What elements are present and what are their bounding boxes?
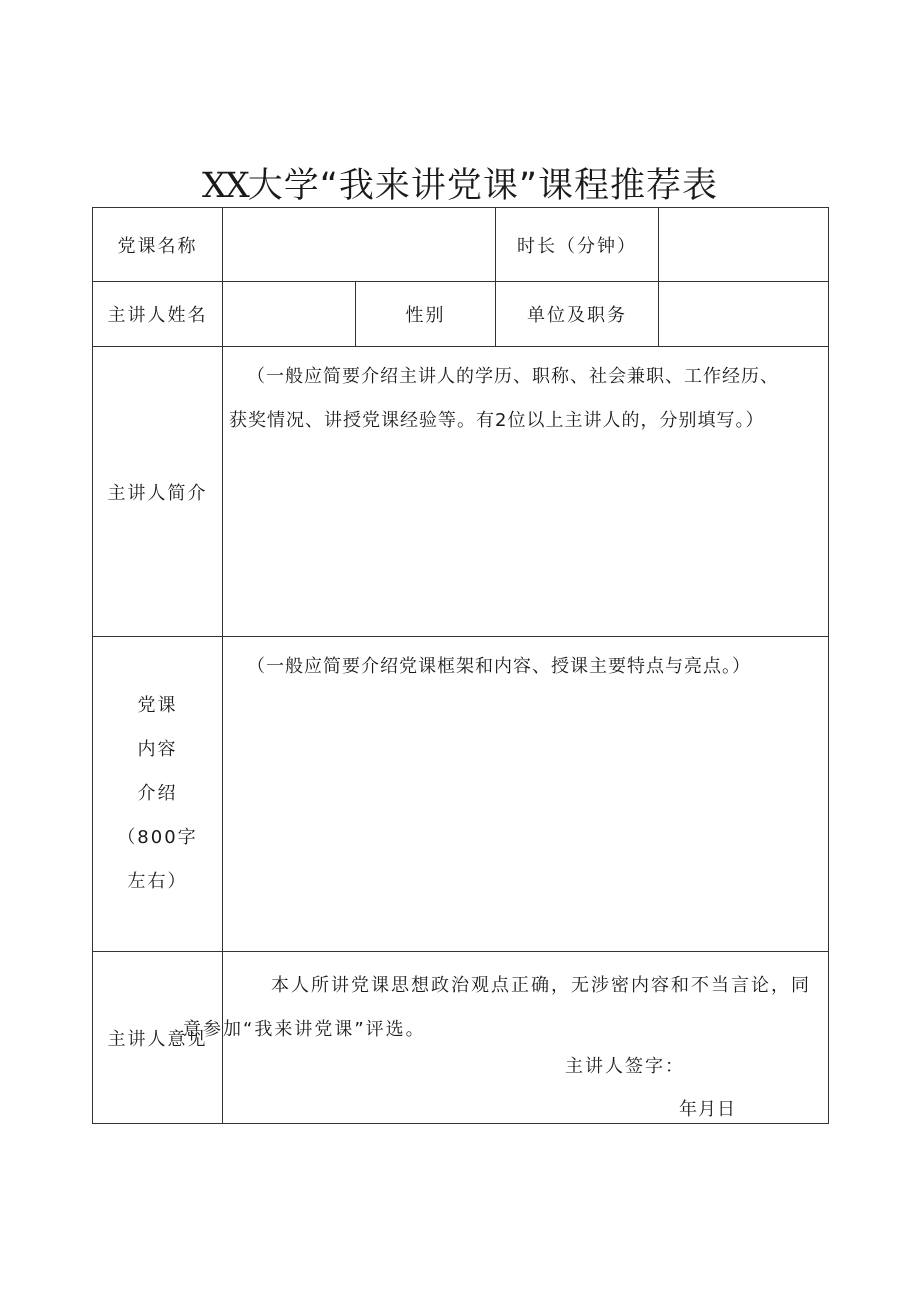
opinion-statement <box>183 952 828 1052</box>
content-label-line: 内容 <box>137 739 178 760</box>
intro-hint-line1: （一般应简要介绍主讲人的学历、职称、社会兼职、工作经历、 <box>247 366 779 387</box>
opinion-line1: 本人所讲党课思想政治观点正确，无涉密内容和不当言论，同 <box>271 975 811 996</box>
intro-field[interactable] <box>223 347 829 637</box>
date-label: 年月日 <box>679 1099 736 1120</box>
content-row <box>93 637 829 952</box>
opinion-line2: 意参加“我来讲党课”评选。 <box>183 1019 426 1040</box>
gender-label <box>356 282 496 347</box>
speaker-row <box>93 282 829 347</box>
speaker-name-label: 主讲人姓名 <box>93 282 223 347</box>
form-title <box>0 158 920 208</box>
course-row <box>93 208 829 282</box>
speaker-name-field[interactable] <box>223 282 356 347</box>
content-hint: （一般应简要介绍党课框架和内容、授课主要特点与亮点。） <box>247 656 751 677</box>
unit-field[interactable] <box>659 282 829 347</box>
duration-field[interactable] <box>659 208 829 282</box>
recommendation-form-table <box>92 207 829 1124</box>
intro-row <box>93 347 829 637</box>
signature-label: 主讲人签字： <box>565 1056 685 1077</box>
unit-label: 单位及职务 <box>496 282 659 347</box>
content-label-line: （800字 <box>117 827 198 848</box>
opinion-label: 主讲人意见 <box>93 952 223 1124</box>
intro-label: 主讲人简介 <box>93 347 223 637</box>
duration-label: 时长（分钟） <box>496 208 659 282</box>
title-prefix: XX <box>201 166 248 206</box>
intro-hint-line2: 获奖情况、讲授党课经验等。有2位以上主讲人的，分别填写。） <box>229 410 765 431</box>
content-label-line: 党课 <box>137 695 178 716</box>
title-text: 大学“我来讲党课”课程推荐表 <box>247 166 719 206</box>
content-label-line: 介绍 <box>137 783 178 804</box>
course-name-label: 党课名称 <box>93 208 223 282</box>
gender-label-text: 性别 <box>405 305 446 326</box>
content-field[interactable] <box>223 637 829 952</box>
opinion-field[interactable] <box>183 952 829 1124</box>
content-label <box>93 637 223 952</box>
course-name-field[interactable] <box>223 208 496 282</box>
opinion-row <box>93 952 829 1124</box>
content-label-line: 左右） <box>127 871 188 892</box>
